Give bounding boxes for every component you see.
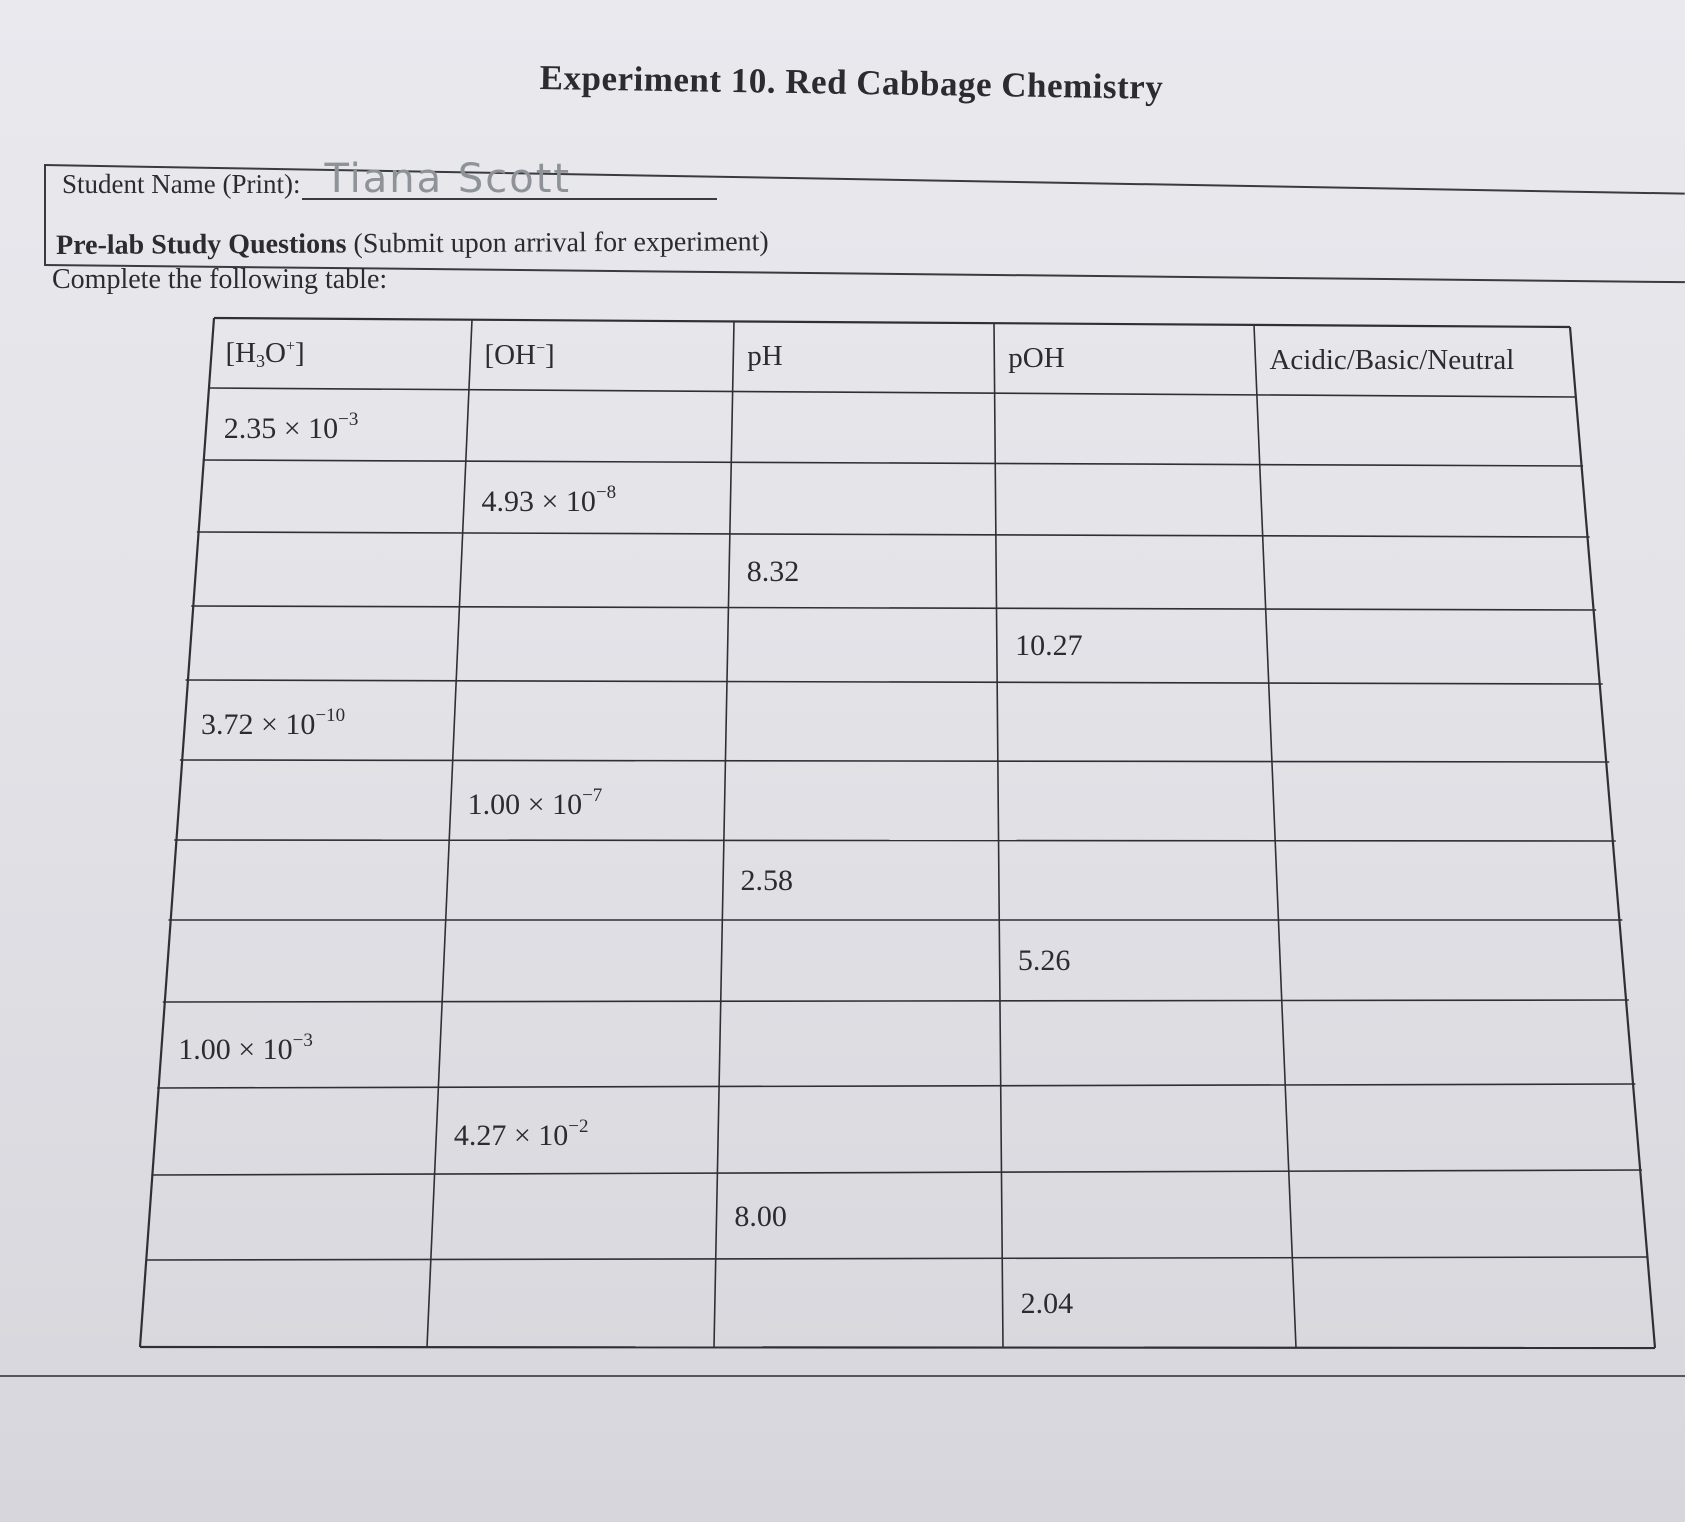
table-cell-blank[interactable] <box>152 1266 425 1341</box>
table-cell-blank[interactable] <box>1296 1177 1636 1252</box>
table-cell-blank[interactable] <box>436 1265 709 1341</box>
value-exponent: −10 <box>315 705 346 726</box>
table-given-value <box>178 1031 313 1065</box>
table-cell-blank[interactable] <box>186 766 445 834</box>
table-cell-blank[interactable] <box>197 612 452 674</box>
table-row-line <box>197 532 1590 537</box>
table-cell-blank[interactable] <box>1299 1264 1643 1342</box>
header-h3o-mid: O <box>265 337 286 369</box>
value-exponent: −8 <box>595 482 617 504</box>
table-given-value: 2.58 <box>740 864 794 898</box>
header-poh: pOH <box>1008 342 1065 375</box>
student-name-handwriting: Tiana Scott <box>324 156 572 202</box>
header-acidic-basic-neutral: Acidic/Basic/Neutral <box>1269 343 1515 376</box>
table-given-value <box>454 1117 589 1151</box>
table-row-line <box>208 388 1576 397</box>
table-cell-blank[interactable] <box>728 926 994 995</box>
table-cell-blank[interactable] <box>440 1180 711 1253</box>
table-given-value <box>468 786 603 820</box>
table-row-line <box>163 1000 1629 1002</box>
table-cell-blank[interactable] <box>1263 401 1570 459</box>
value-mantissa: 1.00 × 10 <box>467 788 583 822</box>
table-given-value: 2.04 <box>1020 1286 1074 1320</box>
document-title: Experiment 10. Red Cabbage Chemistry <box>539 58 1164 107</box>
table-cell-blank[interactable] <box>461 687 721 755</box>
page-bottom-rule <box>0 1375 1685 1377</box>
table-given-value: 8.00 <box>734 1199 787 1233</box>
header-oh <box>484 338 555 371</box>
table-cell-blank[interactable] <box>734 614 991 676</box>
header-h3o-sup: + <box>286 338 296 355</box>
table-cell-blank[interactable] <box>1279 768 1603 835</box>
instruction-text: Complete the following table: <box>52 264 388 295</box>
table-cell-blank[interactable] <box>180 846 442 914</box>
header-oh-post: ] <box>545 338 555 371</box>
prelab-heading-note: (Submit upon arrival for experiment) <box>346 226 769 260</box>
table-given-value <box>482 483 617 517</box>
value-mantissa: 4.27 × 10 <box>453 1118 569 1152</box>
table-cell-blank[interactable] <box>726 1007 994 1080</box>
table-cell-blank[interactable] <box>731 767 992 835</box>
table-cell-blank[interactable] <box>209 466 459 526</box>
table-cell-blank[interactable] <box>725 1092 995 1167</box>
header-oh-sup: − <box>535 339 546 357</box>
table-cell-blank[interactable] <box>1004 767 1267 834</box>
table-cell-blank[interactable] <box>1008 1178 1284 1252</box>
table-cell-blank[interactable] <box>1005 847 1271 914</box>
table-given-value: 5.26 <box>1017 944 1071 978</box>
table-row-line <box>186 680 1603 684</box>
value-exponent: −3 <box>292 1030 313 1051</box>
table-row-line <box>180 760 1609 762</box>
value-mantissa: 2.35 × 10 <box>223 412 339 445</box>
value-mantissa: 3.72 × 10 <box>200 708 316 741</box>
table-cell-blank[interactable] <box>722 1265 997 1342</box>
table-cell-blank[interactable] <box>203 538 456 600</box>
student-name-label: Student Name (Print): <box>62 169 301 199</box>
table-row-line <box>151 1170 1642 1175</box>
table-cell-blank[interactable] <box>1001 399 1252 457</box>
prelab-heading-bold: Pre-lab Study Questions <box>56 228 347 261</box>
value-mantissa: 4.93 × 10 <box>481 485 596 519</box>
table-cell-blank[interactable] <box>1289 1006 1623 1078</box>
table-cell-blank[interactable] <box>450 926 715 996</box>
table-given-value: 8.32 <box>746 554 800 588</box>
table-cell-blank[interactable] <box>737 468 989 528</box>
table-cell-blank[interactable] <box>475 396 727 455</box>
header-ph: pH <box>747 340 783 373</box>
table-cell-blank[interactable] <box>1266 471 1577 530</box>
table-row-line <box>157 1084 1635 1088</box>
table-bottom-border <box>140 1347 1655 1348</box>
table-cell-blank[interactable] <box>1270 542 1584 603</box>
table-cell-blank[interactable] <box>1292 1091 1629 1165</box>
table-row-line <box>146 1257 1649 1260</box>
table-given-value <box>201 706 345 740</box>
table-cell-blank[interactable] <box>464 613 722 675</box>
table-cell-blank[interactable] <box>1003 688 1264 755</box>
table-cell-blank[interactable] <box>1273 615 1590 677</box>
table-cell-blank[interactable] <box>1276 689 1597 755</box>
header-h3o-pre: [H <box>225 337 257 369</box>
table-cell-blank[interactable] <box>1002 541 1258 602</box>
table-cell-blank[interactable] <box>1001 469 1254 528</box>
header-h3o <box>225 339 304 370</box>
header-h3o-sub: 3 <box>256 351 266 371</box>
table-cell-blank[interactable] <box>454 846 717 914</box>
table-cell-blank[interactable] <box>1007 1092 1280 1166</box>
table-cell-blank[interactable] <box>174 926 438 996</box>
table-cell-blank[interactable] <box>732 688 991 755</box>
table-cell-blank[interactable] <box>163 1094 431 1169</box>
table-row-line <box>191 606 1596 610</box>
table-cell-blank[interactable] <box>1286 926 1616 994</box>
table-column-line <box>714 321 734 1347</box>
table-top-border <box>214 318 1570 327</box>
table-cell-blank[interactable] <box>157 1181 428 1254</box>
table-cell-blank[interactable] <box>1006 1007 1277 1080</box>
table-cell-blank[interactable] <box>738 397 988 456</box>
table-cell-blank[interactable] <box>468 539 724 601</box>
value-exponent: −2 <box>568 1115 589 1137</box>
table-given-value: 10.27 <box>1015 629 1083 663</box>
header-h3o-post: ] <box>295 337 305 369</box>
header-oh-pre: [OH <box>484 338 536 371</box>
table-cell-blank[interactable] <box>1283 847 1610 914</box>
table-given-value <box>224 410 359 444</box>
value-mantissa: 1.00 × 10 <box>178 1033 293 1066</box>
table-row-line <box>174 840 1616 841</box>
value-exponent: −3 <box>338 409 359 430</box>
table-cell-blank[interactable] <box>447 1008 714 1082</box>
value-exponent: −7 <box>582 785 603 807</box>
